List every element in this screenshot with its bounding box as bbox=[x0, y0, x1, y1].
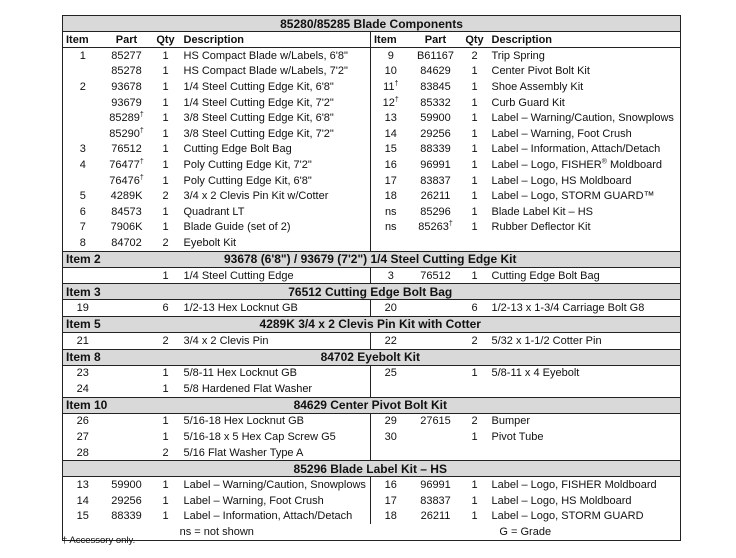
cell-description-right: Label – Logo, HS Moldboard bbox=[491, 174, 632, 187]
table-row bbox=[63, 188, 681, 204]
table-row bbox=[63, 300, 681, 317]
cell-part bbox=[103, 429, 151, 445]
cell-qty: 2 bbox=[162, 334, 169, 347]
cell-description: Label – Information, Attach/Detach bbox=[183, 510, 353, 523]
table-row bbox=[63, 332, 681, 349]
section-label: Item 5 bbox=[63, 316, 151, 332]
section-label: Item 2 bbox=[63, 251, 151, 267]
cell-item: 7 bbox=[79, 221, 86, 234]
cell-item-right: 17 bbox=[371, 493, 411, 509]
cell-item-right: 20 bbox=[371, 300, 411, 317]
cell-description: 3/4 x 2 Clevis Pin bbox=[183, 334, 269, 347]
section-label: Item 10 bbox=[63, 397, 151, 413]
cell-qty-right: 2 bbox=[471, 49, 478, 62]
cell-qty: 1 bbox=[162, 382, 169, 395]
cell-qty-right: 6 bbox=[471, 302, 478, 315]
cell-description-right: Trip Spring bbox=[491, 49, 545, 62]
header-qty-right: Qty bbox=[461, 32, 489, 48]
cell-description: 5/16-18 x 5 Hex Cap Screw G5 bbox=[183, 431, 336, 444]
cell-part: 4289K bbox=[110, 190, 143, 203]
cell-item-right: 22 bbox=[371, 332, 411, 349]
cell-qty: 2 bbox=[162, 190, 169, 203]
cell-item-right: 11† bbox=[371, 79, 411, 95]
cell-description: HS Compact Blade w/Labels, 6'8" bbox=[183, 49, 348, 62]
cell-part: 59900 bbox=[111, 479, 142, 492]
header-item-right: Item bbox=[371, 32, 411, 48]
cell-description-right: Center Pivot Bolt Kit bbox=[491, 65, 590, 78]
cell-item bbox=[63, 64, 103, 80]
table-row bbox=[63, 95, 681, 111]
header-description: Description bbox=[181, 32, 371, 48]
cell-description-right: Label – Warning, Foot Crush bbox=[491, 127, 632, 140]
cell-part-right: 84629 bbox=[420, 65, 451, 78]
cell-part-right bbox=[411, 332, 461, 349]
cell-qty-right: 1 bbox=[471, 158, 478, 171]
cell-description: Label – Warning/Caution, Snowplows bbox=[183, 479, 366, 492]
cell-description-right: Label – Logo, STORM GUARD bbox=[491, 510, 644, 523]
cell-item-right: 15 bbox=[371, 142, 411, 158]
cell-part bbox=[103, 445, 151, 461]
cell-description-right: Cutting Edge Bolt Bag bbox=[491, 269, 600, 282]
header-description-right: Description bbox=[489, 32, 681, 48]
table-body bbox=[63, 16, 681, 541]
cell-qty: 1 bbox=[162, 494, 169, 507]
section-label: Item 8 bbox=[63, 349, 151, 365]
cell-part: 88339 bbox=[111, 510, 142, 523]
section-title: 76512 Cutting Edge Bolt Bag bbox=[151, 284, 681, 300]
cell-part-right: 26211 bbox=[420, 190, 451, 203]
cell-qty-right: 2 bbox=[471, 334, 478, 347]
cell-item: 23 bbox=[76, 367, 89, 380]
cell-part: 76512 bbox=[111, 143, 142, 156]
cell-description: 3/4 x 2 Clevis Pin Kit w/Cotter bbox=[183, 190, 329, 203]
cell-qty-right: 1 bbox=[471, 205, 478, 218]
cell-qty-right: 1 bbox=[471, 174, 478, 187]
section-title: 93678 (6'8") / 93679 (7'2") 1/4 Steel Cutting Edge Kit bbox=[151, 251, 681, 267]
cell-item: 28 bbox=[76, 446, 89, 459]
cell-item: 14 bbox=[76, 494, 89, 507]
cell-qty-right: 1 bbox=[471, 479, 478, 492]
cell-description: 1/4 Steel Cutting Edge bbox=[183, 269, 294, 282]
cell-part-right: B61167 bbox=[416, 49, 455, 62]
cell-description-right: Label – Logo, HS Moldboard bbox=[491, 494, 632, 507]
cell-item bbox=[63, 173, 103, 189]
cell-part-right: 85332 bbox=[420, 96, 451, 109]
cell-description: 3/8 Steel Cutting Edge Kit, 6'8" bbox=[183, 112, 334, 125]
table-row bbox=[63, 267, 681, 284]
cell-part: 76476† bbox=[109, 173, 144, 187]
cell-description: 1/4 Steel Cutting Edge Kit, 6'8" bbox=[183, 80, 334, 93]
cell-description: 1/2-13 Hex Locknut GB bbox=[183, 302, 298, 315]
table-title: 85280/85285 Blade Components bbox=[63, 16, 681, 32]
cell-part: 76477† bbox=[109, 158, 144, 171]
cell-part bbox=[103, 381, 151, 397]
cell-item-right: 16 bbox=[371, 477, 411, 493]
cell-part-right: 85263† bbox=[418, 220, 453, 234]
cell-qty-right bbox=[461, 445, 489, 461]
cell-item: 8 bbox=[79, 236, 86, 249]
cell-qty: 1 bbox=[162, 510, 169, 523]
cell-item-right: 18 bbox=[371, 188, 411, 204]
cell-part-right bbox=[411, 429, 461, 445]
cell-part-right: 26211 bbox=[420, 510, 451, 523]
table-row bbox=[63, 157, 681, 173]
cell-qty: 1 bbox=[162, 80, 169, 93]
cell-description-right bbox=[489, 445, 681, 461]
cell-part-right: 96991 bbox=[420, 158, 451, 171]
cell-item: 27 bbox=[76, 431, 89, 444]
cell-part: 85290† bbox=[109, 127, 144, 140]
cell-item bbox=[63, 126, 103, 142]
cell-description-right: 5/32 x 1-1/2 Cotter Pin bbox=[491, 334, 602, 347]
cell-item-right: 10 bbox=[371, 64, 411, 80]
cell-qty-right: 1 bbox=[471, 431, 478, 444]
section-title: 84629 Center Pivot Bolt Kit bbox=[151, 397, 681, 413]
cell-part: 93679 bbox=[111, 96, 142, 109]
header-item: Item bbox=[63, 32, 103, 48]
cell-part-right: 83837 bbox=[420, 174, 451, 187]
cell-qty: 2 bbox=[162, 236, 169, 249]
cell-part bbox=[103, 267, 151, 284]
section-title: 85296 Blade Label Kit – HS bbox=[151, 461, 681, 477]
header-part: Part bbox=[103, 32, 151, 48]
cell-item-right: 17 bbox=[371, 173, 411, 189]
cell-qty-right: 1 bbox=[471, 143, 478, 156]
cell-part-right bbox=[411, 365, 461, 381]
table-row bbox=[63, 126, 681, 142]
cell-item-right bbox=[371, 381, 411, 397]
cell-item: 26 bbox=[76, 415, 89, 428]
cell-part-right: 83845 bbox=[420, 80, 451, 93]
cell-qty: 1 bbox=[162, 112, 169, 125]
cell-description-right: Label – Information, Attach/Detach bbox=[491, 143, 661, 156]
cell-description-right: 1/2-13 x 1-3/4 Carriage Bolt G8 bbox=[491, 302, 645, 315]
cell-qty-right: 1 bbox=[471, 127, 478, 140]
cell-item-right: 3 bbox=[371, 267, 411, 284]
legend-row bbox=[63, 524, 681, 540]
section-title: 84702 Eyebolt Kit bbox=[151, 349, 681, 365]
section-title-row bbox=[63, 397, 681, 413]
cell-qty: 1 bbox=[162, 221, 169, 234]
cell-part: 84573 bbox=[111, 205, 142, 218]
cell-item bbox=[63, 110, 103, 126]
cell-qty-right bbox=[461, 381, 489, 397]
cell-qty: 1 bbox=[162, 65, 169, 78]
cell-part-right: 76512 bbox=[420, 269, 451, 282]
cell-item-right bbox=[371, 445, 411, 461]
cell-qty-right: 1 bbox=[471, 96, 478, 109]
cell-description-right: Rubber Deflector Kit bbox=[491, 221, 591, 234]
cell-item bbox=[63, 95, 103, 111]
cell-qty: 1 bbox=[162, 143, 169, 156]
column-header-row bbox=[63, 32, 681, 48]
cell-item: 4 bbox=[79, 158, 86, 171]
section-title-row bbox=[63, 284, 681, 300]
cell-qty: 6 bbox=[162, 302, 169, 315]
cell-item-right: 16 bbox=[371, 157, 411, 173]
cell-qty-right: 2 bbox=[471, 415, 478, 428]
table-row bbox=[63, 413, 681, 429]
cell-qty-right: 1 bbox=[471, 494, 478, 507]
cell-item: 3 bbox=[79, 143, 86, 156]
cell-qty: 1 bbox=[162, 269, 169, 282]
cell-qty: 1 bbox=[162, 479, 169, 492]
cell-item: 5 bbox=[79, 190, 86, 203]
cell-item: 2 bbox=[79, 80, 86, 93]
cell-item-right: 30 bbox=[371, 429, 411, 445]
table-row bbox=[63, 235, 681, 251]
section-title: 4289K 3/4 x 2 Clevis Pin Kit with Cotter bbox=[151, 316, 681, 332]
cell-item: 6 bbox=[79, 205, 86, 218]
cell-part: 84702 bbox=[111, 236, 142, 249]
cell-description: Quadrant LT bbox=[183, 205, 245, 218]
cell-item-right: 9 bbox=[371, 48, 411, 64]
table-row bbox=[63, 381, 681, 397]
cell-item-right bbox=[371, 235, 411, 251]
cell-part: 7906K bbox=[110, 221, 143, 234]
cell-qty-right: 1 bbox=[471, 190, 478, 203]
cell-part-right: 88339 bbox=[420, 143, 451, 156]
cell-qty-right: 1 bbox=[471, 510, 478, 523]
cell-description: Poly Cutting Edge Kit, 6'8" bbox=[183, 174, 312, 187]
cell-part: 85278 bbox=[111, 65, 142, 78]
legend-grade: G = Grade bbox=[371, 524, 681, 540]
table-row bbox=[63, 220, 681, 236]
table-title-row bbox=[63, 16, 681, 32]
cell-qty: 1 bbox=[162, 431, 169, 444]
cell-item-right: 14 bbox=[371, 126, 411, 142]
cell-item: 15 bbox=[76, 510, 89, 523]
cell-item-right: ns bbox=[371, 204, 411, 220]
cell-qty: 1 bbox=[162, 49, 169, 62]
cell-description: 1/4 Steel Cutting Edge Kit, 7'2" bbox=[183, 96, 334, 109]
section-label bbox=[63, 461, 151, 477]
cell-qty: 1 bbox=[162, 205, 169, 218]
table-row bbox=[63, 110, 681, 126]
cell-part-right bbox=[411, 235, 461, 251]
cell-part-right bbox=[411, 445, 461, 461]
cell-qty-right: 1 bbox=[471, 269, 478, 282]
blade-components-table bbox=[62, 15, 681, 541]
parts-table-container bbox=[62, 15, 680, 541]
cell-part-right: 27615 bbox=[420, 415, 451, 428]
cell-item-right: 18 bbox=[371, 509, 411, 525]
cell-qty: 1 bbox=[162, 158, 169, 171]
table-row bbox=[63, 429, 681, 445]
cell-description-right: Blade Label Kit – HS bbox=[491, 205, 594, 218]
cell-part: 85289† bbox=[109, 111, 144, 125]
cell-part-right: 85296 bbox=[420, 205, 451, 218]
cell-part bbox=[103, 413, 151, 429]
cell-qty: 1 bbox=[162, 174, 169, 187]
cell-part bbox=[103, 332, 151, 349]
cell-item-right: 29 bbox=[371, 413, 411, 429]
legend-not-shown: ns = not shown bbox=[63, 524, 371, 540]
cell-qty: 1 bbox=[162, 367, 169, 380]
table-row bbox=[63, 477, 681, 493]
cell-description-right: 5/8-11 x 4 Eyebolt bbox=[491, 367, 580, 380]
cell-item-right: ns bbox=[371, 220, 411, 236]
cell-qty: 2 bbox=[162, 446, 169, 459]
cell-description-right: Bumper bbox=[491, 415, 531, 428]
cell-qty-right: 1 bbox=[471, 112, 478, 125]
cell-description-right: Label – Logo, STORM GUARD™ bbox=[491, 190, 655, 203]
table-row bbox=[63, 173, 681, 189]
cell-qty: 1 bbox=[162, 415, 169, 428]
cell-description-right: Shoe Assembly Kit bbox=[491, 80, 584, 93]
table-row bbox=[63, 445, 681, 461]
cell-part: 85277 bbox=[111, 49, 142, 62]
cell-item-right: 13 bbox=[371, 110, 411, 126]
cell-part bbox=[103, 365, 151, 381]
cell-description-right bbox=[489, 381, 681, 397]
table-row bbox=[63, 204, 681, 220]
cell-part-right: 83837 bbox=[420, 494, 451, 507]
cell-description: Eyebolt Kit bbox=[183, 236, 237, 249]
table-row bbox=[63, 79, 681, 95]
cell-qty-right: 1 bbox=[471, 221, 478, 234]
section-title-row bbox=[63, 251, 681, 267]
table-row bbox=[63, 48, 681, 64]
section-title-row bbox=[63, 349, 681, 365]
cell-description: Poly Cutting Edge Kit, 7'2" bbox=[183, 158, 312, 171]
cell-description: Cutting Edge Bolt Bag bbox=[183, 143, 292, 156]
cell-part bbox=[103, 300, 151, 317]
footnote: † Accessory only. bbox=[62, 535, 136, 546]
cell-item-right: 12† bbox=[371, 95, 411, 111]
table-row bbox=[63, 142, 681, 158]
cell-item: 24 bbox=[76, 382, 89, 395]
cell-description-right: Label – Warning/Caution, Snowplows bbox=[491, 112, 674, 125]
section-label: Item 3 bbox=[63, 284, 151, 300]
cell-description-right: Curb Guard Kit bbox=[491, 96, 565, 109]
cell-part-right: 96991 bbox=[420, 479, 451, 492]
cell-item: 13 bbox=[76, 479, 89, 492]
table-row bbox=[63, 64, 681, 80]
header-qty: Qty bbox=[151, 32, 181, 48]
section-title-row bbox=[63, 461, 681, 477]
cell-description: 5/16 Flat Washer Type A bbox=[183, 446, 304, 459]
cell-description: 5/8-11 Hex Locknut GB bbox=[183, 367, 298, 380]
cell-qty-right: 1 bbox=[471, 80, 478, 93]
cell-item: 21 bbox=[76, 334, 89, 347]
table-row bbox=[63, 509, 681, 525]
cell-item bbox=[63, 267, 103, 284]
cell-description-right bbox=[489, 235, 681, 251]
cell-qty-right: 1 bbox=[471, 367, 478, 380]
cell-description: Blade Guide (set of 2) bbox=[183, 221, 291, 234]
cell-description-right: Label – Logo, FISHER® Moldboard bbox=[491, 158, 662, 171]
cell-description: 5/8 Hardened Flat Washer bbox=[183, 382, 313, 395]
table-row bbox=[63, 365, 681, 381]
cell-qty: 1 bbox=[162, 96, 169, 109]
cell-description: 3/8 Steel Cutting Edge Kit, 7'2" bbox=[183, 127, 334, 140]
cell-part-right bbox=[411, 300, 461, 317]
cell-part-right: 59900 bbox=[420, 112, 451, 125]
cell-description: 5/16-18 Hex Locknut GB bbox=[183, 415, 304, 428]
cell-description-right: Label – Logo, FISHER Moldboard bbox=[491, 479, 657, 492]
section-title-row bbox=[63, 316, 681, 332]
cell-part-right: 29256 bbox=[420, 127, 451, 140]
cell-part: 29256 bbox=[111, 494, 142, 507]
cell-item: 19 bbox=[76, 302, 89, 315]
cell-item-right: 25 bbox=[371, 365, 411, 381]
cell-part: 93678 bbox=[111, 80, 142, 93]
cell-part-right bbox=[411, 381, 461, 397]
cell-description: HS Compact Blade w/Labels, 7'2" bbox=[183, 65, 348, 78]
cell-qty-right bbox=[461, 235, 489, 251]
header-part-right: Part bbox=[411, 32, 461, 48]
cell-qty-right: 1 bbox=[471, 65, 478, 78]
table-row bbox=[63, 493, 681, 509]
cell-qty: 1 bbox=[162, 127, 169, 140]
cell-item: 1 bbox=[79, 49, 86, 62]
cell-description-right: Pivot Tube bbox=[491, 431, 544, 444]
cell-description: Label – Warning, Foot Crush bbox=[183, 494, 324, 507]
